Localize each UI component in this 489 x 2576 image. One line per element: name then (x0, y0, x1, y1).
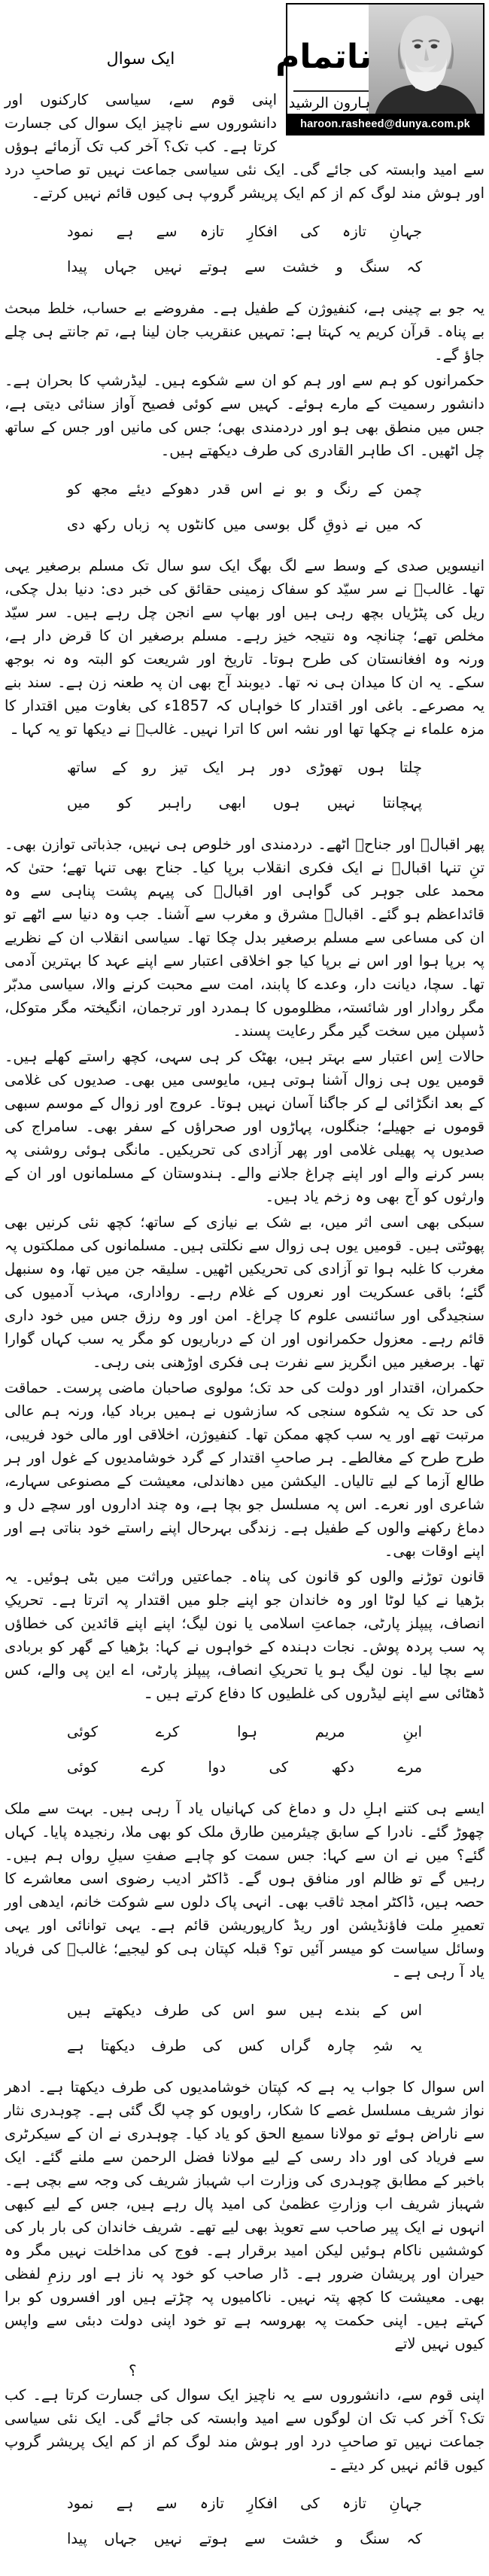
couplet-line: چلتا ہوں تھوڑی دور ہر ایک تیز رو کے ساتھ (66, 759, 423, 776)
couplet (67, 750, 422, 821)
paragraph: اپنی قوم سے، سیاسی کارکنوں اور دانشوروں سے ناچیز ایک سوال کی جسارت کرتا ہے۔ کب تک؟ آخر کب تک آزمائے ہوؤں سے امید وابستہ کی جائے گی۔ ایک نئی سیاسی جماعت نہیں تو صاحبِ درد اور ہوش مند لوگ کم از کم ایک پریشر گروپ ہی کیوں قائم نہیں کرتے۔ (5, 91, 484, 202)
column-title: ناتمام (275, 38, 372, 76)
author-photo-illustration (369, 5, 483, 114)
couplet-line: کہ میں نے ذوقِ گل بوسی میں کانٹوں پہ زباں رکھ دی (66, 516, 423, 533)
couplet (67, 214, 422, 285)
article-title: ایک سوال (106, 50, 175, 69)
couplet-line: چمن کے رنگ و بو نے اس قدر دھوکے دیئے مجھ کو (66, 480, 423, 498)
paragraph: پھر اقبالؔ اور جناحؒ اٹھے۔ دردمندی اور خلوص ہی نہیں، جذباتی توازن بھی۔ تنِ تنہا اقبالؔ نے ایک فکری انقلاب برپا کیا۔ جناح بھی تنہا تھے؛ حتیٰ کہ محمد علی جوہر کی گواہی اور اقبالؔ کی پیہم پشت پناہی سے وہ قائداعظم ہو گئے۔ اقبالؔ مشرق و مغرب سے آشنا۔ جب وہ دنیا سے اٹھے تو ان کی مساعی سے مسلم برصغیر بدل چکا تھا۔ سیاسی انقلاب ان کے نظریے پہ برپا ہوا اور اس نے برپا کیا جو اخلاقی اعتبار سے اپنے عہد کا بہترین آدمی تھا۔ سچا، دیانت دار، وعدے کا پابند، امت سے محبت کرنے والا، سیاسی مدبّر مگر روادار اور شائستہ، مظلوموں کا ہمدرد اور ترجمان، انگیختہ مگر متوکل، ڈسپلن میں سخت گیر مگر رعایت پسند۔ (5, 836, 484, 1040)
author-email: haroon.rasheed@dunya.com.pk (287, 114, 483, 134)
author-name: ہارون الرشید (288, 95, 371, 111)
couplet (67, 471, 422, 542)
couplet-line: جہانِ تازہ کی افکارِ تازہ سے ہے نمود (66, 2495, 423, 2512)
couplet-line: جہانِ تازہ کی افکارِ تازہ سے ہے نمود (66, 223, 423, 240)
couplet-line: مرے دکھ کی دوا کرے کوئی (66, 1758, 423, 1776)
paragraph: حکمرانوں کو ہم سے اور ہم کو ان سے شکوے ہیں۔ لیڈرشپ کا بحران ہے۔ دانشور رسمیت کے مارے ہوئے۔ کہیں سے کوئی فصیح آواز سنائی دیتی ہے، جس میں منطق بھی ہو اور دردمندی بھی؛ جس کی مانیں اور جس کے ساتھ چل اٹھیں۔ اک طاہر القادری کی طرف دیکھتے ہیں۔ (5, 372, 484, 459)
couplet-line: یہ شہِ چارہ گراں کس کی طرف دیکھتا ہے (66, 2037, 423, 2054)
paragraph: قانون توڑنے والوں کو قانون کی پناہ۔ جماعتیں وراثت میں بٹی ہوئیں۔ یہ بڑھیا نے کیا لوٹا اور وہ خاندان جو اپنے جلو میں اقتدار پہ اترتا ہے۔ تحریکِ انصاف، پیپلز پارٹی، جماعتِ اسلامی یا نون لیگ؛ اپنے اپنے قائدین کی خطاؤں پہ سب پردہ پوش۔ نجات دہندہ کے خواہوں نے کہا: بڑھیا کے گھر کو بربادی سے بچا لیا۔ نون لیگ ہو یا تحریکِ انصاف، پیپلز پارٹی، اے این پی والے، کس ڈھٹائی سے اپنے لیڈروں کی غلطیوں کا دفاع کرتے ہیں ـ (5, 1568, 484, 1702)
paragraph: اس سوال کا جواب یہ ہے کہ کپتان خوشامدیوں کی طرف دیکھتا ہے۔ ادھر نواز شریف مسلسل غصے کا شکار، راویوں کو چپ لگ گئی ہے۔ چوہدری نثار سے ناراض ہوئے تو مولانا سمیع الحق کو یاد کیا۔ چوہدری نے ان کے سیکرٹری سے فریاد کی اور داد رسی کے لیے مولانا فضل الرحمن سے ملنے گئے۔ ایک باخبر کے مطابق چوہدری کی وزارت اب شہباز شریف کی وجہ سے بچی ہے۔ شہباز شریف اب وزارتِ عظمیٰ کی امید پال رہے ہیں، جس کے لیے کبھی انہوں نے ایک پیر صاحب سے تعویذ بھی لیے تھے۔ شریف خاندان کی بار بار کی کوششیں ناکام ہوئیں لیکن امید برقرار ہے۔ فوج کی مداخلت نہیں مگر وہ حیران اور پریشان ضرور ہے۔ ڈار صاحب کو خود پہ ناز ہے اور رزمِ لفظی بھی۔ معیشت کا کچھ پتہ نہیں۔ ناکامیوں پہ چڑتے ہیں اور افسروں کو برا کہتے ہیں۔ اپنی حکمت پہ بھروسہ ہے تو خود اپنی دولت دبئی سے واپس کیوں نہیں لاتے (5, 2078, 484, 2352)
author-photo (369, 5, 483, 114)
couplet (67, 1993, 422, 2063)
paragraph: حالات اِس اعتبار سے بہتر ہیں، بھٹک کر ہی سہی، کچھ راستے کھلے ہیں۔ قومیں یوں ہی زوال آشنا ہوتی ہیں، مایوسی میں بھی۔ صدیوں کی غلامی کے بعد انگڑائی لے کر جاگنا آسان نہیں ہوتا۔ عروج اور زوال کے موسم سبھی قوموں نے جھیلے؛ جنگلوں، پہاڑوں اور صحراؤں کے سفر بھی۔ سامراج کی صدیوں پہ پھیلی غلامی اور پھر آزادی کی تحریکیں۔ مانگی ہوئی روشنی پہ بسر کرنے والے اور اپنے چراغ جلانے والے۔ ہندوستان کے مسلمانوں اور ان کے وارثوں کو آج بھی وہ زخم یاد ہیں۔ (5, 1048, 484, 1205)
paragraph: یہ جو بے چینی ہے، کنفیوژن کے طفیل ہے۔ مفروضے بے حساب، خلط مبحث بے پناہ۔ قرآن کریم یہ کہتا ہے: تمہیں عنقریب جان لینا ہے، تم جانتے ہی چلے جاؤ گے۔ (5, 300, 484, 364)
question-mark-line: ؟ (129, 2361, 137, 2380)
couplet-line: کہ سنگ و خشت سے ہوتے نہیں جہاں پیدا (66, 258, 423, 276)
couplet (67, 1714, 422, 1785)
paragraph: اپنی قوم سے، دانشوروں سے یہ ناچیز ایک سوال کی جسارت کرتا ہے۔ کب تک؟ آخر کب تک ان لوگوں سے امید وابستہ کی جائے گی۔ ایک نئی سیاسی جماعت نہیں تو صاحبِ درد اور ہوش مند لوگ کم از کم ایک پریشر گروپ کیوں قائم نہیں کر دیتے ـ (5, 2386, 484, 2474)
column-header-box (275, 3, 484, 135)
header-divider (293, 90, 369, 92)
paragraph: حکمران، اقتدار اور دولت کی حد تک؛ مولوی صاحبان ماضی پرست۔ حماقت کی حد تک یہ شکوہ سنجی کہ سازشوں نے ہمیں برباد کیا، ورنہ ہم عالی مرتبت تھے اور یہ سب کچھ ممکن تھا۔ کنفیوژن، اخلاقی اور مالی خود فریبی، طرح طرح کے مغالطے۔ ہر صاحبِ اقتدار کے گرد خوشامدیوں کے غول اور ہر طالع آزما کے لیے تالیاں۔ الیکشن میں دھاندلی، معیشت کے مصنوعی سہارے، شاعری اور نعرے۔ اس پہ مسلسل جو بچا ہے، وہ چند اداروں اور سچے دل و دماغ رکھنے والوں کے طفیل ہے۔ زندگی بہرحال اپنے راستے خود بناتی ہے اور اپنے اوقات بھی۔ (5, 1379, 484, 1560)
article-body (5, 3, 484, 2568)
couplet-line: کہ سنگ و خشت سے ہوتے نہیں جہاں پیدا (66, 2530, 423, 2547)
paragraph: ایسے ہی کتنے اہلِ دل و دماغ کی کہانیاں یاد آ رہی ہیں۔ بہت سے ملک چھوڑ گئے۔ نادرا کے سابق چیئرمین طارق ملک کو بھی ملا، رنجیدہ پایا۔ کہاں گئے؟ میں نے ان سے کہا: جس سمت کو چاہے صفتِ سیلِ رواں ہم ہیں۔ رہیں گے تو ظالم اور منافق ہوں گے۔ ڈاکٹر ادیب رضوی اسی معاشرے کا حصہ ہیں، ڈاکٹر امجد ثاقب بھی۔ انہی پاک دلوں سے شوکت خانم، ایدھی اور تعمیرِ ملت فاؤنڈیشن اور ریڈ کارپوریشن قائم ہے۔ یہی توانائی اور یہی وسائل سیاست کو میسر آئیں تو؟ قبلہ کپتان ہی کو لیجیے؛ غالبؔ کی فریاد یاد آ رہی ہے ـ (5, 1800, 484, 1981)
couplet-line: پہچانتا نہیں ہوں ابھی راہبر کو میں (66, 794, 423, 811)
couplet-line: ابنِ مریم ہوا کرے کوئی (66, 1723, 423, 1740)
couplet (67, 2486, 422, 2556)
couplet-line: اس کے بندے ہیں سو اس کی طرف دیکھتے ہیں (66, 2002, 423, 2019)
paragraph: سبکی بھی اسی اثر میں، بے شک بے نیازی کے ساتھ؛ کچھ نئی کرنیں بھی پھوٹتی ہیں۔ قومیں یوں ہی زوال سے نکلتی ہیں۔ مسلمانوں کی مملکتوں پہ مغرب کا غلبہ ہوا تو آزادی کی تحریکیں اٹھیں۔ سلیقہ جن میں تھا، وہ سنبھل گئے؛ باقی عسکریت اور نعروں کے غلام رہے۔ رواداری، مہذب آدمیوں کی سنجیدگی اور سائنسی علوم کا چراغ۔ امن اور وہ رزق جس میں خود داری قائم رہے۔ معزول حکمرانوں اور ان کے درباریوں کو مگر یہ سب کہاں گوارا تھا۔ برصغیر میں انگریز سے نفرت ہی فکری اوڑھنی بنی رہی۔ (5, 1213, 484, 1371)
paragraph: انیسویں صدی کے وسط سے لگ بھگ ایک سو سال تک مسلم برصغیر یہی تھا۔ غالبؔ نے سر سیّد کو سفاک زمینی حقائق کی خبر دی: دنیا بدل چکی، ریل کی پٹڑیاں بچھ رہی ہیں اور بھاپ سے انجن چل رہے ہیں۔ سر سیّد مخلص تھے؛ چنانچہ وہ نتیجہ خیز رہے۔ مسلم برصغیر ان کا قرض دار ہے، ورنہ وہ افغانستان کی طرح ہوتا۔ تاریخ اور شریعت کو البتہ وہ نہ بوجھ سکے۔ یہ ان کا میدان ہی نہ تھا۔ دیوبند آج بھی ان پہ طعنہ زن ہے۔ سند بنے یہ مصرعے۔ باغی اور اقتدار کا خواہاں کہ 1857ء کی بغاوت میں اقتدار کا مزہ علماء نے چکھا تھا اور نشہ اس کا اترا نہیں۔ غالبؔ نے دیکھا تو یہ کہا ـ (5, 557, 484, 738)
